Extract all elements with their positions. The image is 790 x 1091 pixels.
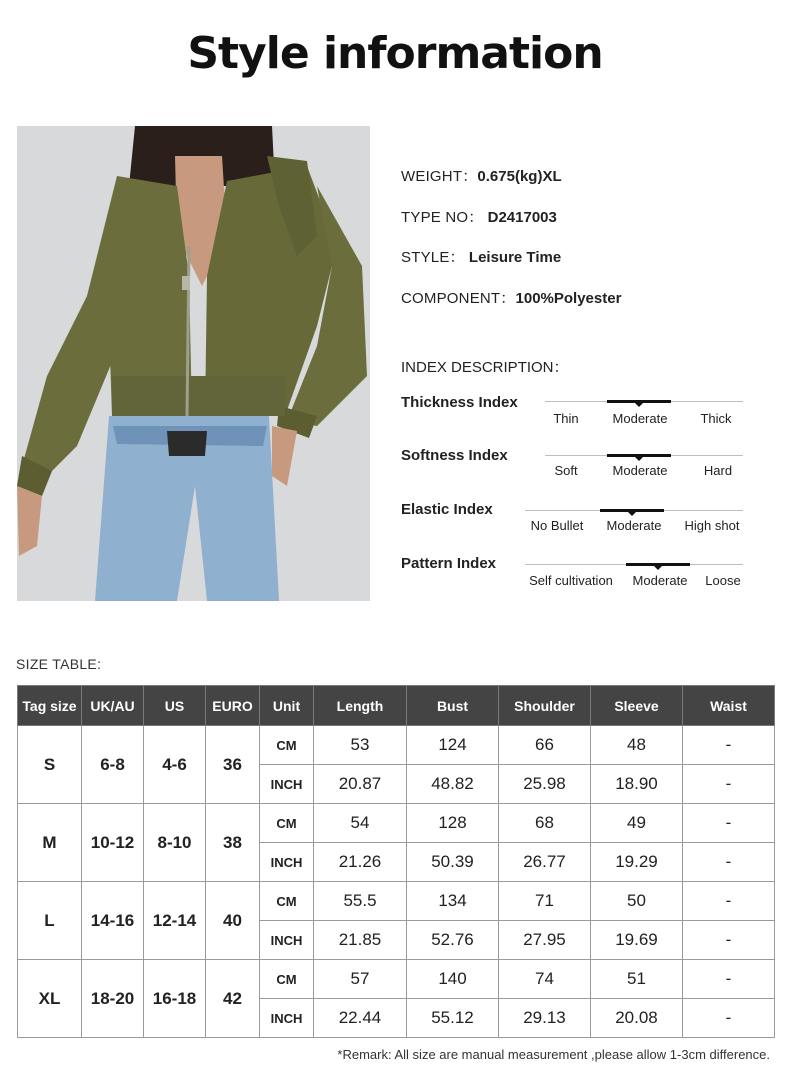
- length-cell: 57: [314, 960, 407, 999]
- bust-cell: 124: [407, 726, 499, 765]
- softness-label-high: Hard: [703, 463, 733, 478]
- tag-size-cell: XL: [18, 960, 82, 1038]
- table-row: [18, 882, 775, 921]
- product-photo: [17, 126, 370, 601]
- sleeve-cell: 50: [591, 882, 683, 921]
- softness-pointer: [635, 457, 643, 461]
- length-cell: 21.85: [314, 921, 407, 960]
- waist-cell: -: [683, 726, 775, 765]
- table-row: [18, 960, 775, 999]
- sleeve-cell: 20.08: [591, 999, 683, 1038]
- uk-au-cell: 18-20: [82, 960, 144, 1038]
- shoulder-cell: 25.98: [499, 765, 591, 804]
- style-label: STYLE：: [401, 249, 465, 266]
- bust-cell: 140: [407, 960, 499, 999]
- unit-cell: CM: [260, 882, 314, 921]
- col-header-sleeve: Sleeve: [591, 686, 683, 726]
- waist-cell: -: [683, 765, 775, 804]
- sleeve-cell: 19.29: [591, 843, 683, 882]
- elastic-label-high: High shot: [684, 518, 740, 533]
- softness-label-mid: Moderate: [612, 463, 668, 478]
- component-spec: [401, 287, 621, 308]
- uk-au-cell: 14-16: [82, 882, 144, 960]
- shoulder-cell: 71: [499, 882, 591, 921]
- elastic-label-low: No Bullet: [530, 518, 584, 533]
- index-heading: INDEX DESCRIPTION：: [401, 359, 569, 376]
- bust-cell: 128: [407, 804, 499, 843]
- waist-cell: -: [683, 843, 775, 882]
- euro-cell: 36: [206, 726, 260, 804]
- thickness-label-low: Thin: [553, 411, 579, 426]
- page-title: Style information: [187, 28, 603, 79]
- length-cell: 55.5: [314, 882, 407, 921]
- col-header-tag-size: Tag size: [18, 686, 82, 726]
- col-header-shoulder: Shoulder: [499, 686, 591, 726]
- type-no-spec: [401, 206, 557, 227]
- bust-cell: 52.76: [407, 921, 499, 960]
- col-header-us: US: [144, 686, 206, 726]
- size-table-header-row: [18, 686, 775, 726]
- softness-index-title: Softness Index: [401, 447, 508, 464]
- waist-cell: -: [683, 921, 775, 960]
- tag-size-cell: L: [18, 882, 82, 960]
- type-no-label: TYPE NO：: [401, 209, 484, 226]
- us-cell: 16-18: [144, 960, 206, 1038]
- thickness-pointer: [635, 403, 643, 407]
- sleeve-cell: 49: [591, 804, 683, 843]
- pattern-index-title: Pattern Index: [401, 555, 497, 572]
- sleeve-cell: 18.90: [591, 765, 683, 804]
- tag-size-cell: M: [18, 804, 82, 882]
- unit-cell: INCH: [260, 921, 314, 960]
- elastic-index-title: Elastic Index: [401, 501, 493, 518]
- unit-cell: INCH: [260, 999, 314, 1038]
- bust-cell: 48.82: [407, 765, 499, 804]
- pattern-label-low: Self cultivation: [529, 573, 613, 588]
- elastic-pointer: [628, 512, 636, 516]
- component-value: 100%Polyester: [515, 290, 622, 307]
- length-cell: 53: [314, 726, 407, 765]
- waist-cell: -: [683, 960, 775, 999]
- unit-cell: INCH: [260, 765, 314, 804]
- pattern-pointer: [654, 566, 662, 570]
- shoulder-cell: 29.13: [499, 999, 591, 1038]
- shoulder-cell: 66: [499, 726, 591, 765]
- shoulder-cell: 74: [499, 960, 591, 999]
- unit-cell: CM: [260, 804, 314, 843]
- us-cell: 8-10: [144, 804, 206, 882]
- length-cell: 54: [314, 804, 407, 843]
- col-header-bust: Bust: [407, 686, 499, 726]
- euro-cell: 40: [206, 882, 260, 960]
- length-cell: 20.87: [314, 765, 407, 804]
- unit-cell: INCH: [260, 843, 314, 882]
- length-cell: 22.44: [314, 999, 407, 1038]
- tag-size-cell: S: [18, 726, 82, 804]
- size-remark: *Remark: All size are manual measurement ,please allow 1-3cm difference.: [337, 1047, 770, 1062]
- euro-cell: 42: [206, 960, 260, 1038]
- length-cell: 21.26: [314, 843, 407, 882]
- elastic-label-mid: Moderate: [606, 518, 662, 533]
- thickness-label-mid: Moderate: [612, 411, 668, 426]
- softness-label-low: Soft: [554, 463, 578, 478]
- weight-value: 0.675(kg)XL: [477, 168, 562, 185]
- uk-au-cell: 6-8: [82, 726, 144, 804]
- bust-cell: 55.12: [407, 999, 499, 1038]
- col-header-waist: Waist: [683, 686, 775, 726]
- bust-cell: 50.39: [407, 843, 499, 882]
- waist-cell: -: [683, 882, 775, 921]
- thickness-label-high: Thick: [700, 411, 732, 426]
- waist-cell: -: [683, 804, 775, 843]
- sleeve-cell: 19.69: [591, 921, 683, 960]
- col-header-uk-au: UK/AU: [82, 686, 144, 726]
- weight-spec: [401, 165, 562, 186]
- component-label: COMPONENT：: [401, 290, 516, 307]
- shoulder-cell: 26.77: [499, 843, 591, 882]
- weight-label: WEIGHT：: [401, 168, 478, 185]
- style-spec: [401, 246, 561, 267]
- col-header-length: Length: [314, 686, 407, 726]
- pattern-label-high: Loose: [705, 573, 741, 588]
- sleeve-cell: 51: [591, 960, 683, 999]
- style-value: Leisure Time: [468, 249, 562, 266]
- table-row: [18, 804, 775, 843]
- table-row: [18, 726, 775, 765]
- unit-cell: CM: [260, 960, 314, 999]
- us-cell: 12-14: [144, 882, 206, 960]
- euro-cell: 38: [206, 804, 260, 882]
- unit-cell: CM: [260, 726, 314, 765]
- thickness-index-title: Thickness Index: [401, 394, 518, 411]
- shoulder-cell: 68: [499, 804, 591, 843]
- shoulder-cell: 27.95: [499, 921, 591, 960]
- sleeve-cell: 48: [591, 726, 683, 765]
- uk-au-cell: 10-12: [82, 804, 144, 882]
- type-no-value: D2417003: [487, 209, 557, 226]
- size-table: [17, 685, 775, 1038]
- us-cell: 4-6: [144, 726, 206, 804]
- bust-cell: 134: [407, 882, 499, 921]
- col-header-unit: Unit: [260, 686, 314, 726]
- waist-cell: -: [683, 999, 775, 1038]
- col-header-euro: EURO: [206, 686, 260, 726]
- pattern-label-mid: Moderate: [632, 573, 688, 588]
- size-table-label: SIZE TABLE:: [16, 656, 102, 672]
